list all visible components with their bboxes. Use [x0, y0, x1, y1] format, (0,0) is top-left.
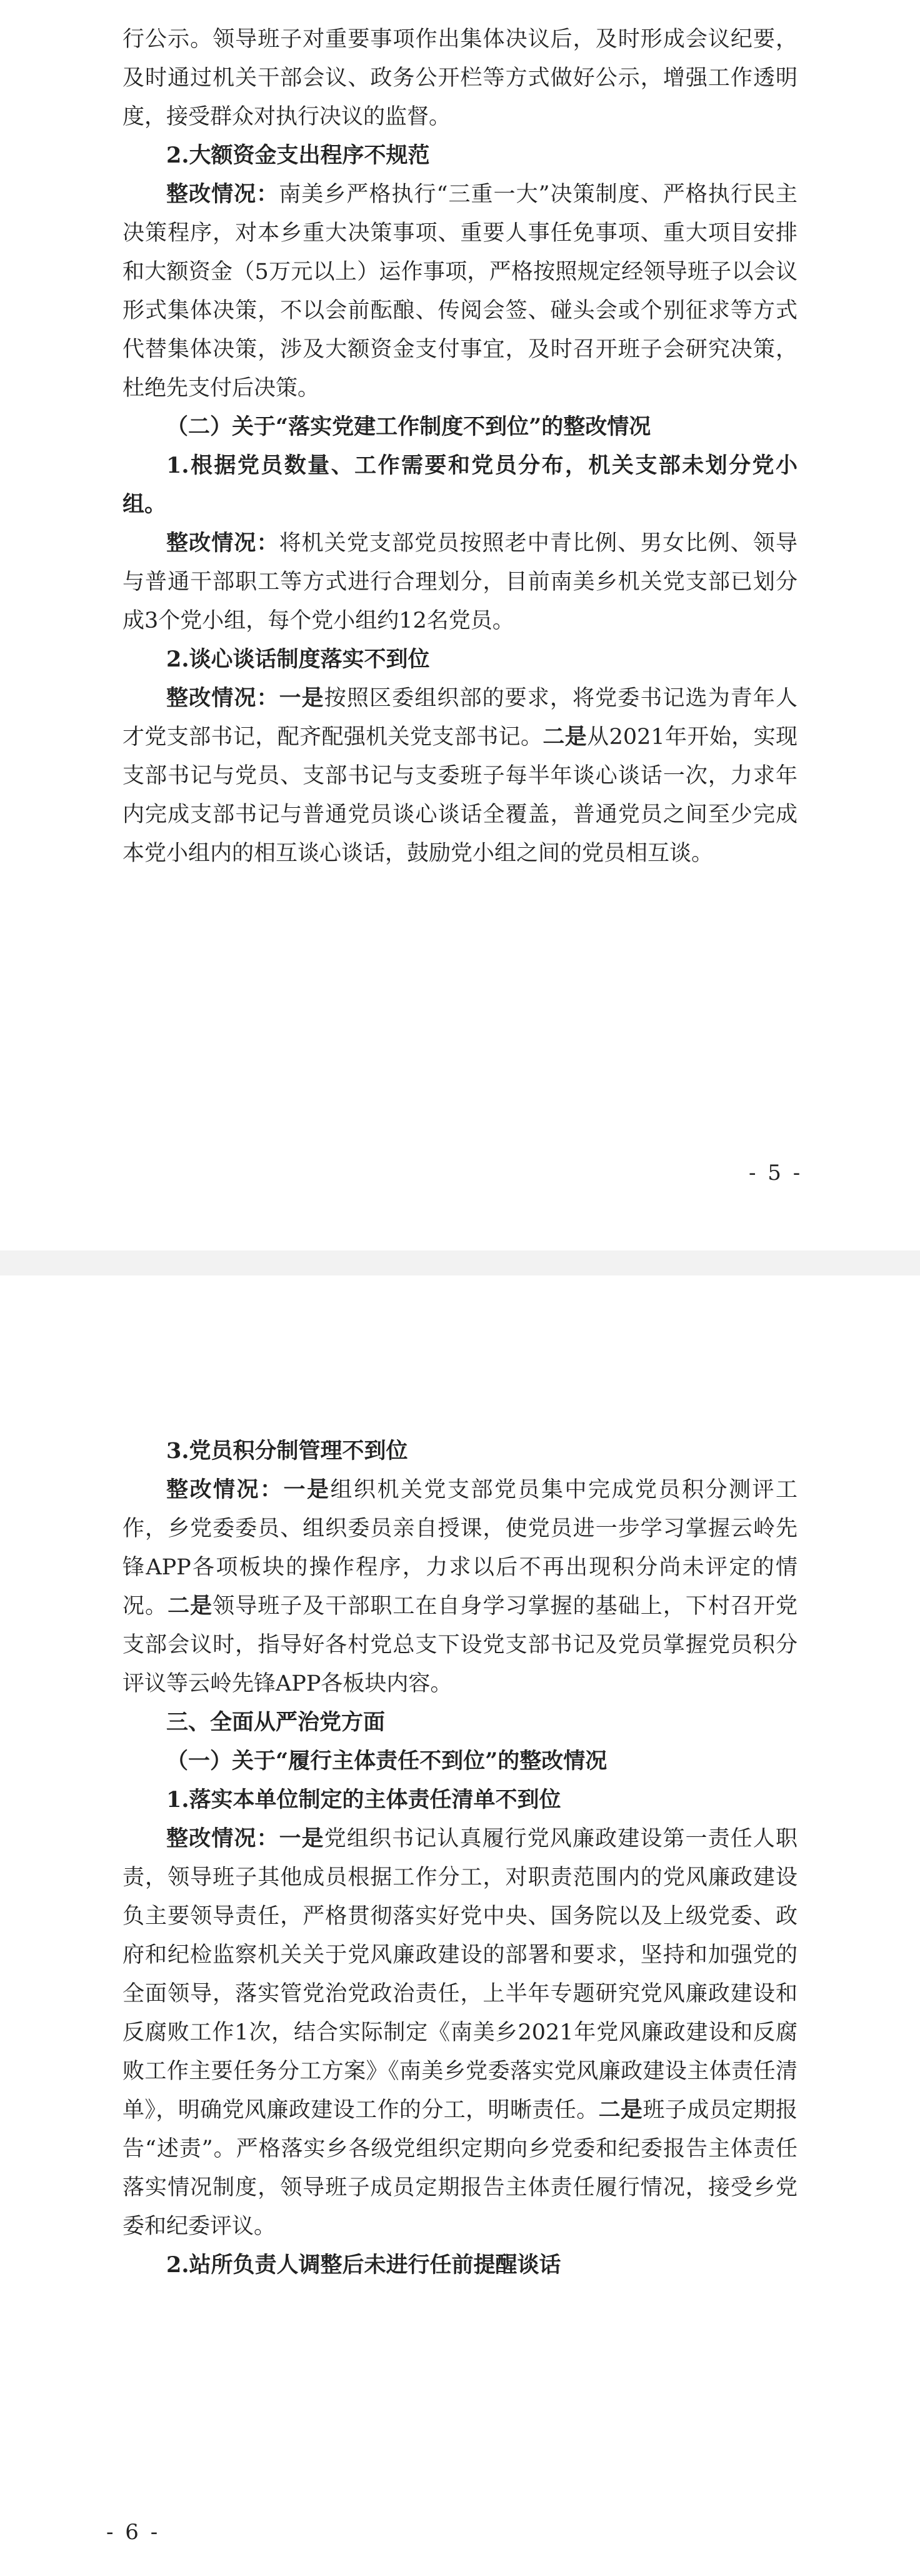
paragraph: [122, 524, 798, 640]
paragraph-text: 党组织书记认真履行党风廉政建设第一责任人职责，领导班子其他成员根据工作分工，对职责范围内的党风廉政建设负主要领导责任，严格贯彻落实好党中央、国务院以及上级党委、政府和纪检监察机关关于党风廉政建设的部署和要求，坚持和加强党的全面领导，落实管党治党政治责任，上半年专题研究党风廉政建设和反腐败工作1次，结合实际制定《南美乡2021年党风廉政建设和反腐败工作主要任务分工方案》《南美乡党委落实党风廉政建设主体责任清单》，明确党风廉政建设工作的分工，明晰责任。: [122, 1826, 798, 2123]
paragraph-text: 班子成员定期报告“述责”。严格落实乡各级党组织定期向乡党委和纪委报告主体责任落实情况制度，领导班子成员定期报告主体责任履行情况，接受乡党委和纪委评议。: [122, 2098, 798, 2239]
paragraph: [122, 175, 798, 408]
paragraph: [122, 1471, 798, 1703]
emphasis: 一是: [283, 1477, 331, 1502]
emphasis: 二是: [168, 1593, 213, 1619]
emphasis: 二是: [598, 2097, 643, 2123]
page-number: - 5 -: [749, 1160, 803, 1185]
subsection-heading: （一）关于“履行主体责任不到位”的整改情况: [166, 1748, 608, 1774]
lead-label: 整改情况：: [166, 1826, 279, 1851]
emphasis: 一是: [279, 1826, 324, 1851]
section-heading: 3.党员积分制管理不到位: [166, 1438, 408, 1464]
lead-label: 整改情况：: [166, 1477, 284, 1502]
lead-label: 整改情况：: [166, 685, 279, 711]
paragraph-text: 将机关党支部党员按照老中青比例、男女比例、领导与普通干部职工等方式进行合理划分，目前南美乡机关党支部已划分成3个党小组，每个党小组约12名党员。: [122, 531, 798, 633]
paragraph: 行公示。领导班子对重要事项作出集体决议后，及时形成会议纪要，及时通过机关干部会议、政务公开栏等方式做好公示，增强工作透明度，接受群众对执行决议的监督。: [122, 27, 798, 129]
paragraph: [122, 679, 798, 873]
lead-label: 整改情况：: [166, 181, 279, 207]
emphasis: 二是: [542, 724, 588, 750]
emphasis: 一是: [279, 685, 324, 711]
paragraph: [122, 1819, 798, 2246]
paragraph-text: 按照区委组织部的要求，将党委书记选为青年人才党支部书记，配齐配强机关党支部书记。: [122, 686, 798, 750]
paragraph-text: 组织机关党支部党员集中完成党员积分测评工作，乡党委委员、组织委员亲自授课，使党员进一步学习掌握云岭先锋APP各项板块的操作程序，力求以后不再出现积分尚未评定的情况。: [122, 1477, 798, 1619]
paragraph-text: 南美乡严格执行“三重一大”决策制度、严格执行民主决策程序，对本乡重大决策事项、重要人事任免事项、重大项目安排和大额资金（5万元以上）运作事项，严格按照规定经领导班子以会议形式集体决策，不以会前酝酿、传阅会签、碰头会或个别征求等方式代替集体决策，涉及大额资金支付事宜，及时召开班子会研究决策，杜绝先支付后决策。: [122, 182, 798, 401]
page-6-body: [122, 1432, 798, 2285]
subsection-heading: （二）关于“落实党建工作制度不到位”的整改情况: [166, 414, 651, 440]
paragraph-text: 领导班子及干部职工在自身学习掌握的基础上，下村召开党支部会议时，指导好各村党总支下设党支部书记及党员掌握党员积分评议等云岭先锋APP各板块内容。: [122, 1594, 798, 1696]
document-page-5: [0, 0, 920, 1250]
section-heading: 2.谈心谈话制度落实不到位: [166, 647, 430, 672]
chapter-heading: 三、全面从严治党方面: [166, 1709, 386, 1735]
paragraph-text: 从2021年开始，实现支部书记与党员、支部书记与支委班子每半年谈心谈话一次，力求年内完成支部书记与普通党员谈心谈话全覆盖，普通党员之间至少完成本党小组内的相互谈心谈话，鼓励党小组之间的党员相互谈。: [122, 725, 798, 866]
page-5-body: [122, 20, 798, 873]
section-heading: 1.落实本单位制定的主体责任清单不到位: [166, 1787, 561, 1813]
section-heading: 2.大额资金支出程序不规范: [166, 143, 430, 168]
lead-label: 整改情况：: [166, 530, 279, 556]
section-heading: 2.站所负责人调整后未进行任前提醒谈话: [166, 2252, 561, 2278]
page-number: - 6 -: [106, 2520, 161, 2545]
section-heading: 1.根据党员数量、工作需要和党员分布，机关支部未划分党小组。: [122, 453, 798, 517]
